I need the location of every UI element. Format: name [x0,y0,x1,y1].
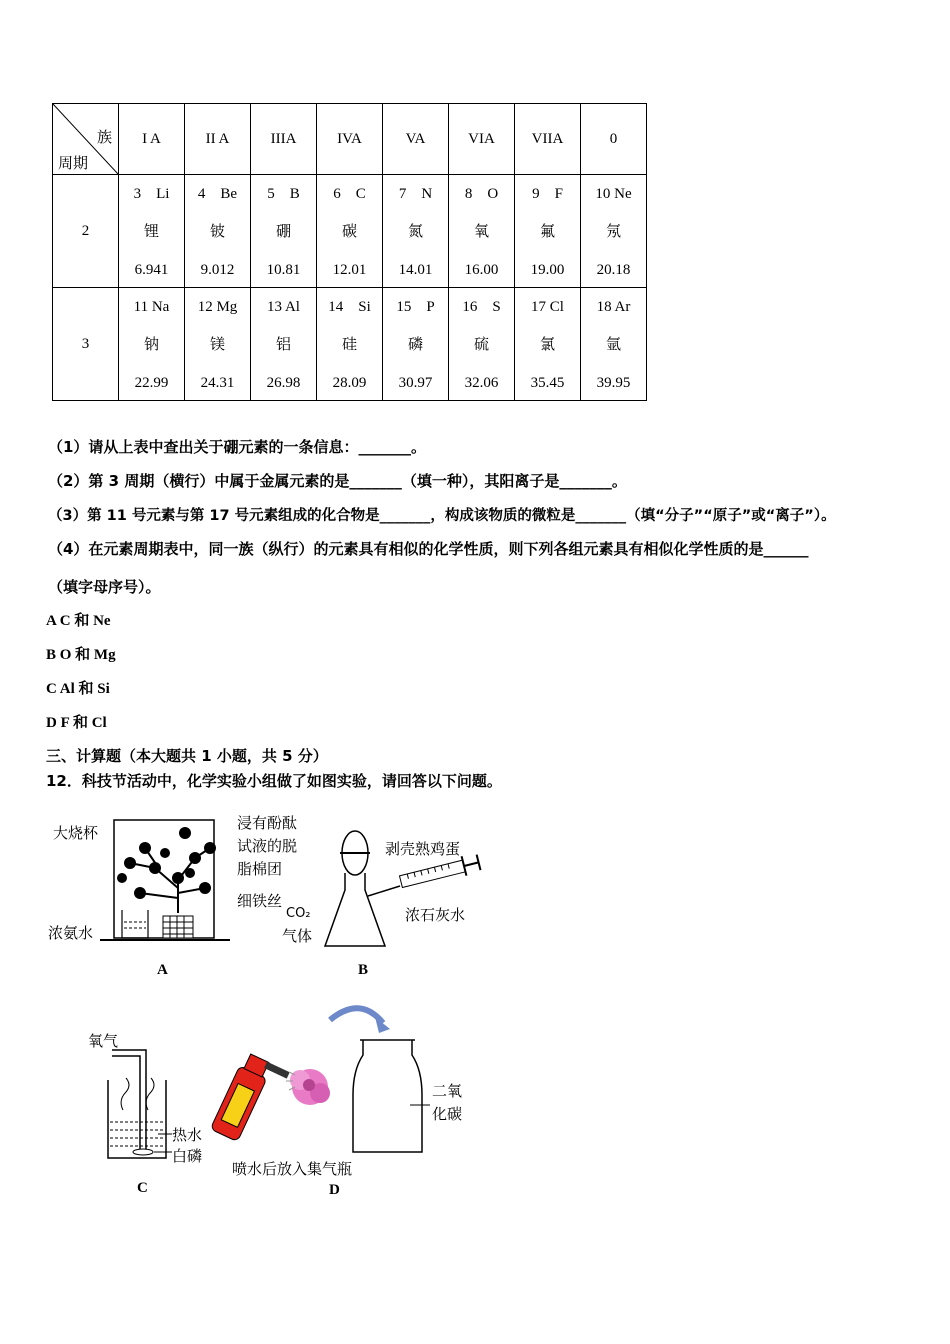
element-name: 磷 [407,337,423,353]
element-mass: 12.01 [332,262,367,278]
element-name: 镁 [209,337,225,353]
label-co2-line2: 化碳 [432,1105,463,1123]
question-4-cont: （填字母序号）。 [48,578,161,596]
element-name: 铝 [275,337,291,353]
element-number: 9 F [532,186,563,202]
label-hot-water: 热水 [172,1126,203,1144]
element-mass: 26.98 [266,375,301,391]
question-2: （2）第 3 周期（横行）中属于金属元素的是_______（填一种），其阳离子是_______。 [48,472,627,490]
element-name: 钠 [143,337,159,353]
label-oxygen: 氧气 [88,1032,119,1050]
label-gas: 气体 [282,927,313,945]
element-mass: 32.06 [464,375,499,391]
table-row [53,288,647,401]
element-number: 15 P [396,299,435,315]
element-mass: 16.00 [464,262,499,278]
periodic-table [52,103,647,401]
element-cell [581,288,647,401]
label-beaker: 大烧杯 [53,824,99,842]
element-name: 硫 [473,337,489,353]
label-co2: CO₂ [286,906,311,921]
element-cell [581,175,647,288]
label-co2-line1: 二氧 [432,1082,463,1100]
element-number: 5 B [267,186,300,202]
group-header: II A [185,104,251,175]
group-header: VIA [449,104,515,175]
corner-group-label: 族 [96,130,112,146]
element-mass: 39.95 [596,375,631,391]
table-row [53,175,647,288]
element-name: 铍 [209,224,225,240]
question-12: 12．科技节活动中，化学实验小组做了如图实验，请回答以下问题。 [46,772,502,790]
element-number: 17 Cl [531,299,564,315]
label-limewater: 浓石灰水 [405,906,466,924]
element-name: 硅 [341,337,357,353]
element-number: 12 Mg [197,299,238,315]
element-cell [251,288,317,401]
label-cotton-2: 试液的脱 [237,837,298,855]
label-spray-note: 喷水后放入集气瓶 [232,1160,353,1178]
label-white-phosphorus: 白磷 [172,1147,203,1165]
element-name: 氟 [539,224,555,240]
element-number: 6 C [333,186,366,202]
element-mass: 6.941 [134,262,169,278]
figure-b-caption: B [358,962,369,978]
element-number: 11 Na [133,299,170,315]
option-b: B O 和 Mg [46,647,116,663]
element-name: 硼 [275,224,291,240]
element-name: 锂 [143,224,159,240]
element-number: 10 Ne [595,186,632,202]
group-header: VIIA [515,104,581,175]
figure-c-caption: C [137,1180,148,1196]
question-4: （4）在元素周期表中，同一族（纵行）的元素具有相似的化学性质，则下列各组元素具有相似化学性质的是______ [48,540,809,558]
question-3: （3）第 11 号元素与第 17 号元素组成的化合物是_______，构成该物质的微粒是_______（填“分子”“原子”或“离子”）。 [48,508,836,524]
option-d: D F 和 Cl [46,715,107,731]
element-name: 氮 [407,224,423,240]
label-iron-wire: 细铁丝 [237,892,283,910]
group-header: 0 [581,104,647,175]
option-c: C Al 和 Si [46,681,110,697]
element-name: 碳 [341,224,357,240]
element-name: 氯 [539,337,555,353]
element-cell [515,288,581,401]
element-cell [317,288,383,401]
section-heading: 三、计算题（本大题共 1 小题，共 5 分） [46,747,328,765]
element-mass: 19.00 [530,262,565,278]
element-mass: 22.99 [134,375,169,391]
period-label: 2 [53,175,119,288]
label-cotton: 浸有酚酞 [237,814,298,832]
table-corner-cell [53,104,119,175]
element-number: 18 Ar [596,299,631,315]
element-cell [251,175,317,288]
element-mass: 10.81 [266,262,301,278]
element-number: 13 Al [267,299,300,315]
element-mass: 28.09 [332,375,367,391]
element-mass: 30.97 [398,375,433,391]
label-ammonia: 浓氨水 [48,924,94,942]
element-cell [317,175,383,288]
table-header-row [53,104,647,175]
element-number: 16 S [462,299,501,315]
label-cotton-3: 脂棉团 [237,860,283,878]
figure-a-caption: A [157,962,168,978]
element-cell [449,175,515,288]
element-mass: 20.18 [596,262,631,278]
element-cell [383,175,449,288]
element-cell [515,175,581,288]
element-name: 氧 [473,224,489,240]
option-a: A C 和 Ne [46,613,111,629]
element-cell [185,288,251,401]
element-cell [383,288,449,401]
element-cell [119,288,185,401]
element-cell [119,175,185,288]
group-header: VA [383,104,449,175]
element-mass: 9.012 [200,262,235,278]
element-name: 氩 [605,337,621,353]
question-1: （1）请从上表中查出关于硼元素的一条信息：_______。 [48,438,426,456]
element-number: 8 O [464,186,499,202]
element-cell [449,288,515,401]
element-name: 氖 [605,224,621,240]
element-mass: 35.45 [530,375,565,391]
element-number: 3 Li [133,186,170,202]
period-label: 3 [53,288,119,401]
group-header: IVA [317,104,383,175]
group-header: IIIA [251,104,317,175]
element-mass: 14.01 [398,262,433,278]
corner-period-label: 周期 [58,156,89,172]
element-cell [185,175,251,288]
group-header: I A [119,104,185,175]
figure-a-drawing [100,818,235,948]
figure-d-caption: D [329,1182,340,1198]
element-mass: 24.31 [200,375,235,391]
label-egg: 剥壳熟鸡蛋 [385,840,461,858]
element-number: 7 N [398,186,433,202]
element-number: 14 Si [328,299,371,315]
figure-d-drawing [205,995,465,1160]
element-number: 4 Be [197,186,238,202]
